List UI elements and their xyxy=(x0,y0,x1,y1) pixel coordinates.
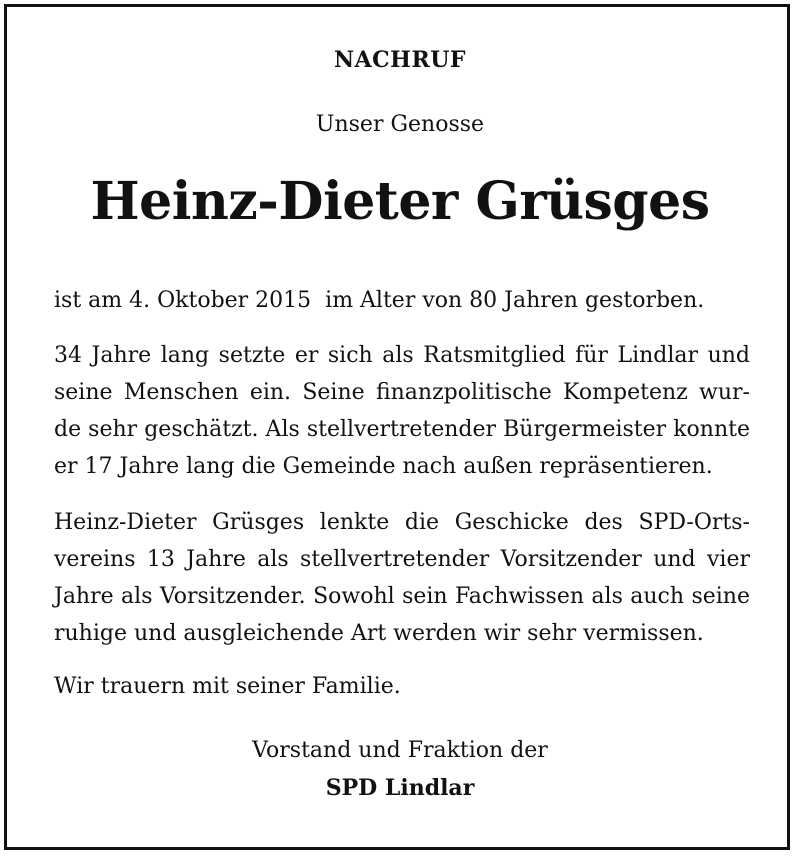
text-line: de sehr geschätzt. Als stellvertretender Bürgermeister konnte xyxy=(54,417,750,442)
text-line: ruhige und ausgleichende Art werden wir sehr vermissen. xyxy=(54,621,704,646)
deceased-name: Heinz-Dieter Grüsges xyxy=(90,171,710,232)
intro-text: Unser Genosse xyxy=(315,112,485,137)
signature-line: Vorstand und Fraktion der xyxy=(252,738,548,763)
text-line: 34 Jahre lang setzte er sich als Ratsmitglied für Lindlar und xyxy=(54,343,750,368)
text-line: er 17 Jahre lang die Gemeinde nach außen repräsentieren. xyxy=(54,454,713,479)
paragraph-career xyxy=(54,337,750,485)
paragraph-party xyxy=(54,504,750,652)
text-line: vereins 13 Jahre als stellvertretender Vorsitzender und vier xyxy=(54,547,750,572)
notice-heading: NACHRUF xyxy=(333,47,467,73)
text-line: Jahre als Vorsitzender. Sowohl sein Fachwissen als auch seine xyxy=(54,584,750,609)
text-line: Heinz-Dieter Grüsges lenkte die Geschicke des SPD-Orts- xyxy=(54,510,750,535)
closing-line: Wir trauern mit seiner Familie. xyxy=(54,674,401,699)
death-line: ist am 4. Oktober 2015 im Alter von 80 Jahren gestorben. xyxy=(54,288,705,313)
paragraph-closing xyxy=(54,668,750,705)
death-announcement xyxy=(54,282,750,319)
signature-organization: SPD Lindlar xyxy=(325,775,475,801)
text-line: seine Menschen ein. Seine finanzpolitische Kompetenz wur- xyxy=(54,380,750,405)
